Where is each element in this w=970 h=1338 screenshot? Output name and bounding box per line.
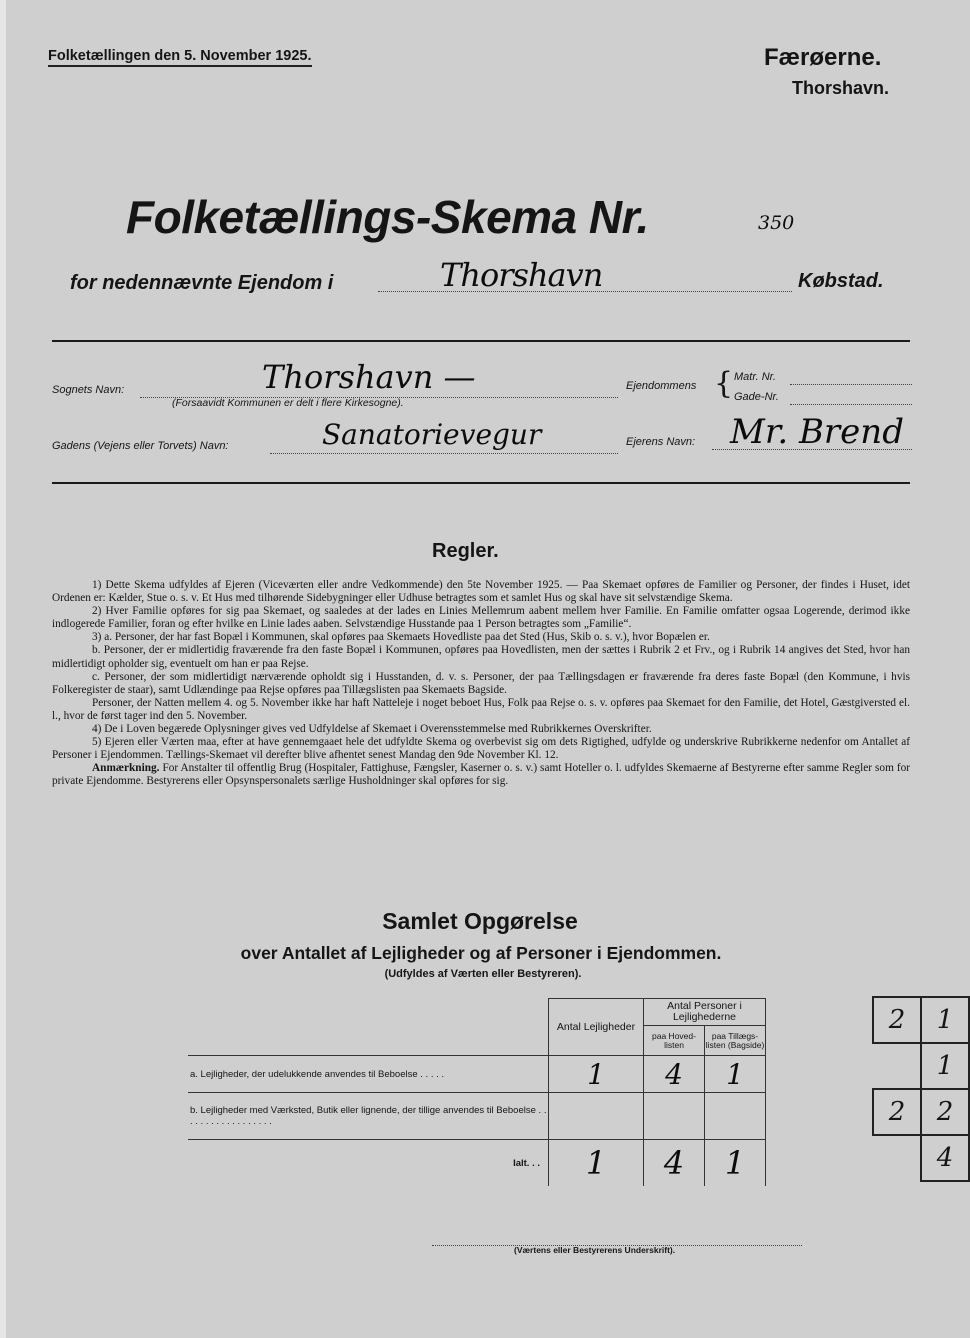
total-supp: 1 <box>705 1140 766 1187</box>
rule-1: 1) Dette Skema udfyldes af Ejeren (Viceværten eller andre Vedkommende) den 5te November 1925. — Paa Skemaet opføres de Familier og Personer, der findes i Huset, idet Ordenen er: Kælder, Stue o. s. v. Et Hus med tilhørende Sidebygninger eller Udhuse betragtes som et samlet Hus og skal have sit selvstændige Skema. <box>52 579 910 605</box>
rule-2: 2) Hver Familie opføres for sig paa Skemaet, og saaledes at der lades en Linies Mellemrum aabent mellem hver Familie. En Familie omfatter ogsaa Logerende, derimod ikke indlogerede Familier, foran og efter hvilke en Linie lades aaben. Selvstændige Husstande paa 1 Person betragtes som „Familie“. <box>52 605 910 631</box>
parish-label: Sognets Navn: <box>52 384 125 396</box>
divider-bottom <box>52 482 910 484</box>
tally-r3c2: 2 <box>921 1089 969 1135</box>
summary-instruction: (Udfyldes af Værten eller Bestyreren). <box>384 968 582 980</box>
owner-handwritten: Mr. Brend <box>730 412 904 452</box>
rule-5: 5) Ejeren eller Værten maa, efter at have gennemgaaet hele det udfyldte Skema og overbevist sig om dets Rigtighed, udfylde og underskrive Rubrikkerne nedenfor om Antallet af Personer i Ejendommen. Tællings-Skemaet vil derefter blive afhentet senest Mandag den 9de November Kl. 12. <box>52 736 910 762</box>
rule-3c: c. Personer, der som midlertidigt nærværende opholdt sig i Husstanden, d. v. s. Personer, der paa Tællingsdagen er fraværende fra deres faste Bopæl (den Kommune, i hvis Folkeregister de staar), samt Udlændinge paa Rejse opføres paa Tillægslisten paa Skemaets Bagside. <box>52 670 910 696</box>
rules-heading: Regler. <box>432 540 499 562</box>
form-title: Folketællings-Skema Nr. <box>126 191 649 243</box>
rule-note <box>52 762 910 788</box>
tally-r1c1: 2 <box>873 997 921 1043</box>
gade-dotted-line <box>790 403 912 405</box>
property-brace: { <box>714 366 734 401</box>
row-b-main <box>644 1093 705 1140</box>
owner-label: Ejerens Navn: <box>626 436 696 448</box>
parish-handwritten: Thorshavn — <box>262 358 476 396</box>
street-dotted-line <box>270 452 618 454</box>
rule-4: 4) De i Loven begærede Oplysninger gives ved Udfyldelse af Skemaet i Overensstemmelse med Rubrikkernes Overskrifter. <box>92 723 652 736</box>
tally-r4c2: 4 <box>921 1135 969 1181</box>
col-supp-list: paa Tillægs-listen (Bagside) <box>705 1026 766 1056</box>
street-handwritten: Sanatorievegur <box>322 418 542 451</box>
town-label: Thorshavn. <box>792 78 890 98</box>
matr-dotted-line <box>790 383 912 385</box>
tally-r1c2: 1 <box>921 997 969 1043</box>
parish-note: (Forsaavidt Kommunen er delt i flere Kirkesogne). <box>172 397 404 409</box>
page-edge <box>0 0 6 1338</box>
summary-blank-header <box>188 999 549 1056</box>
col-apartments: Antal Lejligheder <box>549 999 644 1056</box>
tally-r2c2: 1 <box>921 1043 969 1089</box>
region-label: Færøerne. <box>764 44 882 71</box>
row-b-label: b. Lejligheder med Værksted, Butik eller lignende, der tillige anvendes til Beboelse . . . . . . . . . . . . . . . . . . <box>188 1093 549 1140</box>
summary-heading: Samlet Opgørelse <box>382 908 578 934</box>
form-number: 350 <box>758 212 795 234</box>
tally-r3c1: 2 <box>873 1089 921 1135</box>
row-a-supp: 1 <box>705 1056 766 1093</box>
tally-r2c1 <box>873 1043 921 1089</box>
note-text: For Anstalter til offentlig Brug (Hospitaler, Fattighuse, Fængsler, Kaserner o. s. v.) samt Hoteller o. l. udfyldes Skemaerne af Bestyrerne efter samme Regler som for private Ejendomme. Bestyrerens eller Opsynspersonalets særlige Husholdninger skal opføres for sig. <box>52 762 910 788</box>
gade-label: Gade-Nr. <box>734 391 779 403</box>
row-b-apartments <box>549 1093 644 1140</box>
total-apartments: 1 <box>549 1140 644 1187</box>
note-label: Anmærkning. <box>92 762 160 775</box>
kobstad-label: Købstad. <box>798 270 884 292</box>
total-main: 4 <box>644 1140 705 1187</box>
rule-3a: 3) a. Personer, der har fast Bopæl i Kommunen, skal opføres paa Skemaets Hovedliste paa det Sted (Hus, Skib o. s. v.), hvor Bopælen er. <box>92 631 710 644</box>
divider-top <box>52 340 910 342</box>
summary-subheading: over Antallet af Lejligheder og af Personer i Ejendommen. <box>240 943 722 963</box>
row-b-supp <box>705 1093 766 1140</box>
for-property-label: for nedennævnte Ejendom i <box>70 272 334 294</box>
matr-label: Matr. Nr. <box>734 371 776 383</box>
rules-body <box>52 579 910 789</box>
tally-r4c1 <box>873 1135 921 1181</box>
summary-table <box>188 998 766 1186</box>
col-persons: Antal Personer i Lejlighederne <box>644 999 766 1026</box>
row-a-label: a. Lejligheder, der udelukkende anvendes til Beboelse . . . . . <box>188 1056 549 1093</box>
street-label: Gadens (Vejens eller Torvets) Navn: <box>52 440 229 452</box>
row-a-main: 4 <box>644 1056 705 1093</box>
property-label: Ejendommens <box>626 380 697 392</box>
signature-caption: (Værtens eller Bestyrerens Underskrift). <box>514 1245 676 1255</box>
col-main-list: paa Hoved-listen <box>644 1026 705 1056</box>
row-total-label: Ialt. . . <box>188 1140 549 1187</box>
census-date-header: Folketællingen den 5. November 1925. <box>48 48 312 67</box>
town-handwritten: Thorshavn <box>440 256 603 294</box>
rule-3d: Personer, der Natten mellem 4. og 5. November ikke har haft Natteleje i noget beboet Hus, Folk paa Rejse o. s. v. opføres paa Skemaet for den Familie, det Hotel, Gæstgiversted el. l., hvor de først tager ind den 5. November. <box>52 696 910 722</box>
row-a-apartments: 1 <box>549 1056 644 1093</box>
side-tally-box <box>872 996 970 1182</box>
rule-3b: b. Personer, der er midlertidig fraværende fra den faste Bopæl i Kommunen, opføres paa Hovedlisten, men der sættes i Rubrik 2 et Frv., og i Rubrik 14 angives det Sted, hvor han midlertidigt opholder sig, eventuelt om han er paa Rejse. <box>52 644 910 670</box>
